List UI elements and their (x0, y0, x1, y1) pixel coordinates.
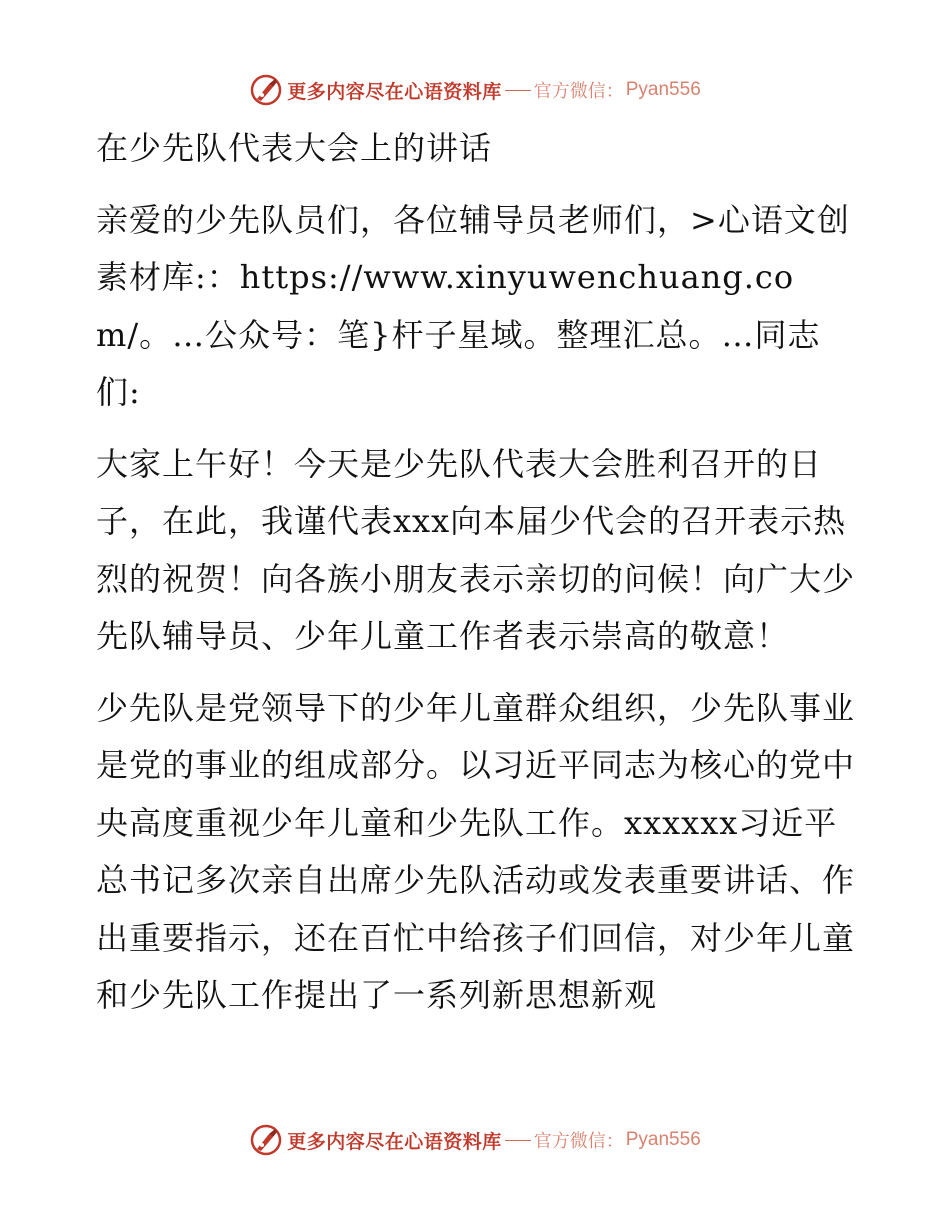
watermark-wechat-id: Pyan556 (625, 1129, 701, 1150)
document-body (96, 120, 856, 1039)
watermark-brand-text: 更多内容尽在心语资料库 (287, 1130, 502, 1153)
watermark-divider (505, 1140, 531, 1141)
header-watermark (0, 70, 950, 110)
paragraph-party-leadership: 少先队是党领导下的少年儿童群众组织，少先队事业是党的事业的组成部分。以习近平同志为核心的党中央高度重视少年儿童和少先队工作。xxxxxx习近平总书记多次亲自出席少先队活动或发表重要讲话、作出重要指示，还在百忙中给孩子们回信，对少年儿童和少先队工作提出了一系列新思想新观 (96, 688, 856, 1014)
watermark-official-label: 官方微信： (533, 81, 624, 102)
fountain-pen-logo-icon (249, 73, 283, 107)
watermark-official-label: 官方微信： (533, 1131, 624, 1152)
footer-watermark (0, 1120, 950, 1160)
watermark-brand-text: 更多内容尽在心语资料库 (287, 80, 502, 103)
paragraph-congratulations: 大家上午好！今天是少先队代表大会胜利召开的日子，在此，我谨代表xxx向本届少代会的召开表示热烈的祝贺！向各族小朋友表示亲切的问候！向广大少先队辅导员、少年儿童工作者表示崇高的敬意！ (96, 444, 856, 655)
document-title: 在少先队代表大会上的讲话 (96, 129, 493, 167)
watermark-wechat-id: Pyan556 (625, 79, 701, 100)
watermark-divider (505, 90, 531, 91)
fountain-pen-logo-icon (249, 1123, 283, 1157)
paragraph-greeting: 亲爱的少先队员们，各位辅导员老师们，>心语文创素材库:：https://www.xinyuwenchuang.com/。…公众号：笔}杆子星域。整理汇总。…同志们: (96, 200, 850, 411)
